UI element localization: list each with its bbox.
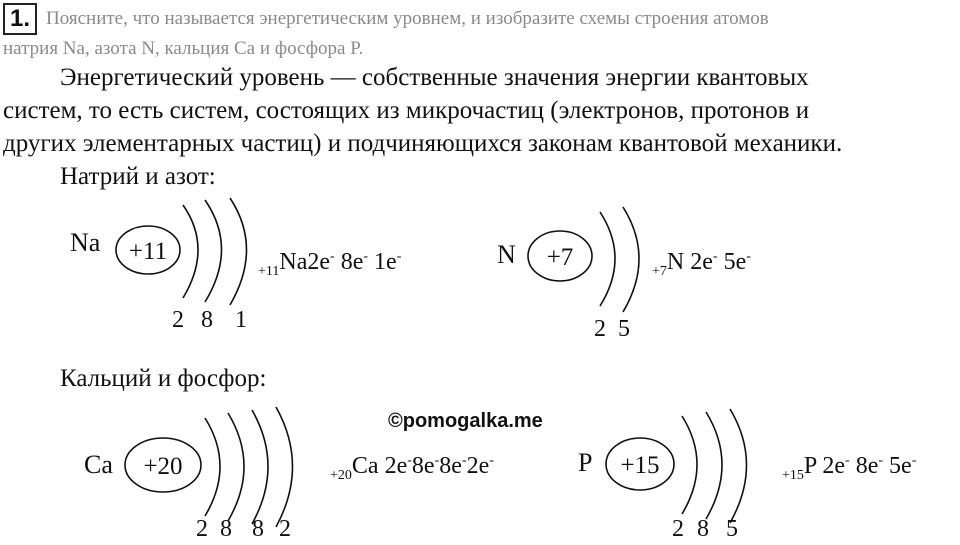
sodium-shell-arc-3 — [230, 198, 247, 305]
calcium-shell-3: 8e — [439, 453, 462, 479]
nitrogen-formula — [652, 249, 751, 279]
electron-sign: - — [911, 453, 917, 468]
calcium-charge: +20 — [330, 467, 352, 483]
answer-line-1: Энергетический уровень — собственные значения энергии квантовых — [60, 64, 809, 91]
answer-line-2: систем, то есть систем, состоящих из микрочастиц (электронов, протонов и — [3, 97, 810, 124]
electron-sign: - — [330, 249, 335, 264]
sodium-shell-3: 1e — [374, 249, 397, 275]
task-number: 1. — [3, 3, 37, 35]
nitrogen-shell-arc-1 — [600, 212, 615, 306]
phosphorus-shell-2: 8e — [855, 453, 879, 479]
nitrogen-charge: +7 — [652, 263, 667, 279]
sodium-formula — [258, 249, 402, 279]
phosphorus-shell-arc-2 — [706, 412, 722, 519]
question-line-2: натрия Na, азота N, кальция Ca и фосфора P. — [3, 38, 364, 59]
phosphorus-shell-arc-3 — [730, 409, 747, 523]
calcium-formula-symbol: Ca — [351, 453, 379, 479]
electron-sign: - — [363, 249, 369, 264]
electron-sign: - — [396, 249, 402, 264]
calcium-count-4: 2 — [279, 516, 291, 542]
sodium-shell-1: 2e — [307, 249, 331, 275]
electron-sign: - — [461, 453, 467, 468]
phosphorus-formula-symbol: P — [803, 453, 817, 479]
sodium-count-1: 2 — [172, 307, 184, 333]
electron-sign: - — [407, 453, 412, 468]
sodium-nucleus-label: +11 — [128, 238, 168, 265]
answer-line-3: других элементарных частиц) и подчиняющихся законам квантовой механики. — [3, 130, 843, 157]
question-line-1: Поясните, что называется энергетическим уровнем, и изобразите схемы строения атомов — [46, 8, 769, 29]
calcium-diagram — [125, 407, 293, 527]
calcium-formula — [330, 453, 494, 483]
electron-sign: - — [434, 453, 440, 468]
sodium-diagram — [116, 198, 247, 305]
calcium-nucleus-label: +20 — [143, 453, 183, 480]
sodium-charge: +11 — [258, 263, 280, 279]
phosphorus-nucleus-label: +15 — [620, 452, 660, 479]
phosphorus-diagram — [606, 409, 747, 523]
nitrogen-count-1: 2 — [594, 316, 606, 342]
nitrogen-symbol: N — [497, 240, 516, 269]
calcium-count-2: 8 — [220, 516, 232, 542]
calcium-shell-arc-1 — [205, 418, 220, 516]
calcium-count-1: 2 — [196, 516, 208, 542]
phosphorus-count-2: 8 — [697, 516, 709, 542]
nitrogen-nucleus-label: +7 — [546, 244, 574, 271]
watermark: ©pomogalka.me — [388, 410, 543, 432]
electron-sign: - — [878, 453, 884, 468]
nitrogen-shell-2: 5e — [723, 249, 747, 275]
sodium-formula-symbol: Na — [279, 249, 308, 275]
calcium-symbol: Ca — [84, 450, 113, 479]
sodium-count-2: 8 — [201, 307, 213, 333]
nitrogen-shell-arc-2 — [623, 207, 639, 312]
sodium-shell-arc-1 — [183, 205, 198, 298]
calcium-shell-2: 8e — [411, 453, 435, 479]
nitrogen-formula-symbol: N — [666, 249, 685, 275]
calcium-shell-arc-4 — [276, 407, 293, 527]
sodium-shell-2: 8e — [340, 249, 364, 275]
nitrogen-shell-1: 2e — [690, 249, 713, 275]
calcium-shell-arc-3 — [252, 410, 268, 524]
phosphorus-formula — [782, 453, 917, 483]
sodium-count-3: 1 — [235, 307, 247, 333]
electron-sign: - — [845, 453, 850, 468]
calcium-shell-arc-2 — [228, 413, 244, 521]
phosphorus-shell-3: 5e — [889, 453, 912, 479]
phosphorus-count-1: 2 — [672, 516, 684, 542]
sodium-symbol: Na — [70, 228, 101, 257]
phosphorus-shell-1: 2e — [822, 453, 846, 479]
heading-calcium-phosphorus: Кальций и фосфор: — [60, 365, 267, 392]
electron-sign: - — [746, 249, 751, 264]
heading-sodium-nitrogen: Натрий и азот: — [60, 163, 216, 190]
nitrogen-diagram — [528, 207, 639, 312]
sodium-shell-arc-2 — [205, 200, 222, 302]
calcium-shell-1: 2e — [384, 453, 408, 479]
phosphorus-symbol: P — [578, 448, 593, 477]
calcium-count-3: 8 — [252, 516, 264, 542]
calcium-shell-4: 2e — [466, 453, 490, 479]
phosphorus-shell-arc-1 — [682, 416, 697, 514]
electron-sign: - — [712, 249, 718, 264]
phosphorus-charge: +15 — [782, 467, 804, 483]
phosphorus-count-3: 5 — [726, 516, 738, 542]
electron-sign: - — [489, 453, 494, 468]
nitrogen-count-2: 5 — [618, 316, 630, 342]
